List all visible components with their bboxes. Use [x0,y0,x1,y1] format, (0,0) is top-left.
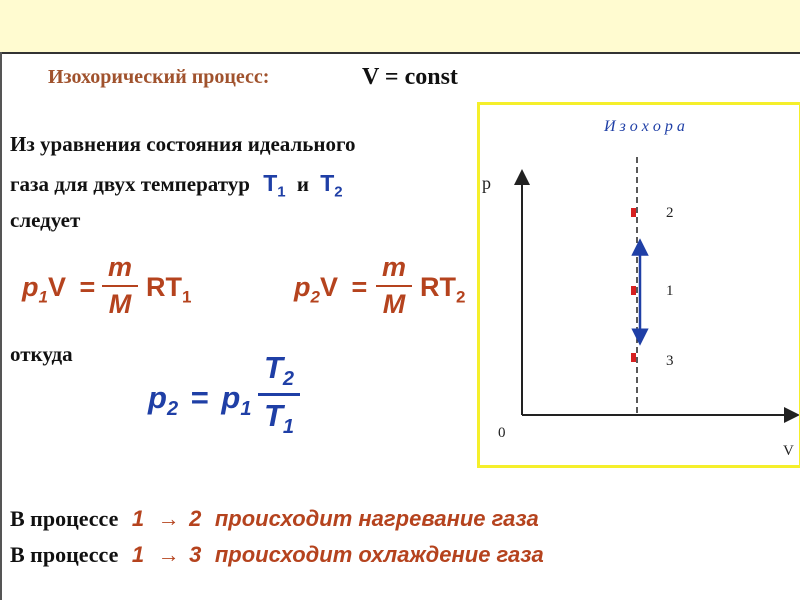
intro-line-1: Из уравнения состояния идеального [10,132,356,156]
y-axis-label: p [482,173,491,193]
equation-1-rhs: $RT_1$ [146,272,192,307]
title-formula: V = const [362,64,458,90]
point-1-label: 1 [666,283,674,299]
equation-2-lhs: $p_2V$ = [294,272,368,307]
equation-2-rhs: $RT_2$ [420,272,466,307]
isochore-graph-frame [477,102,800,468]
result-fraction: $T_2$ $T_1$ [258,350,300,439]
equation-1-fraction: m M [102,252,138,320]
equation-1-lhs: $p_1V$ = [22,272,96,307]
point-2-label: 2 [666,205,674,221]
result-lhs: $p_2 = p_1$ [148,380,252,421]
slide-title: Изохорический процесс: [48,66,270,88]
intro-line-2 [10,170,343,201]
isochore-graph [480,105,799,465]
temperature-t2: $T_2$ [320,170,343,201]
point-3-marker [631,353,636,362]
left-border [0,52,2,600]
graph-title: И з о х о р а [604,118,685,135]
temperature-t1: $T_1$ [263,170,286,201]
top-band [0,0,800,54]
process-cooling: В процессе 1 → 3 происходит охлаждение газа [10,542,544,567]
equation-2-fraction: m M [376,252,412,320]
intro-line-2-text: газа для двух температур [10,172,250,196]
origin-label: 0 [498,425,506,441]
point-2-marker [631,208,636,217]
process-heating: В процессе 1 → 2 происходит нагревание газа [10,506,539,531]
point-1-marker [631,286,636,295]
point-3-label: 3 [666,353,674,369]
x-axis-label: V [783,443,794,459]
and-word: и [296,172,309,196]
whence-word: откуда [10,342,73,366]
intro-line-3: следует [10,208,81,232]
